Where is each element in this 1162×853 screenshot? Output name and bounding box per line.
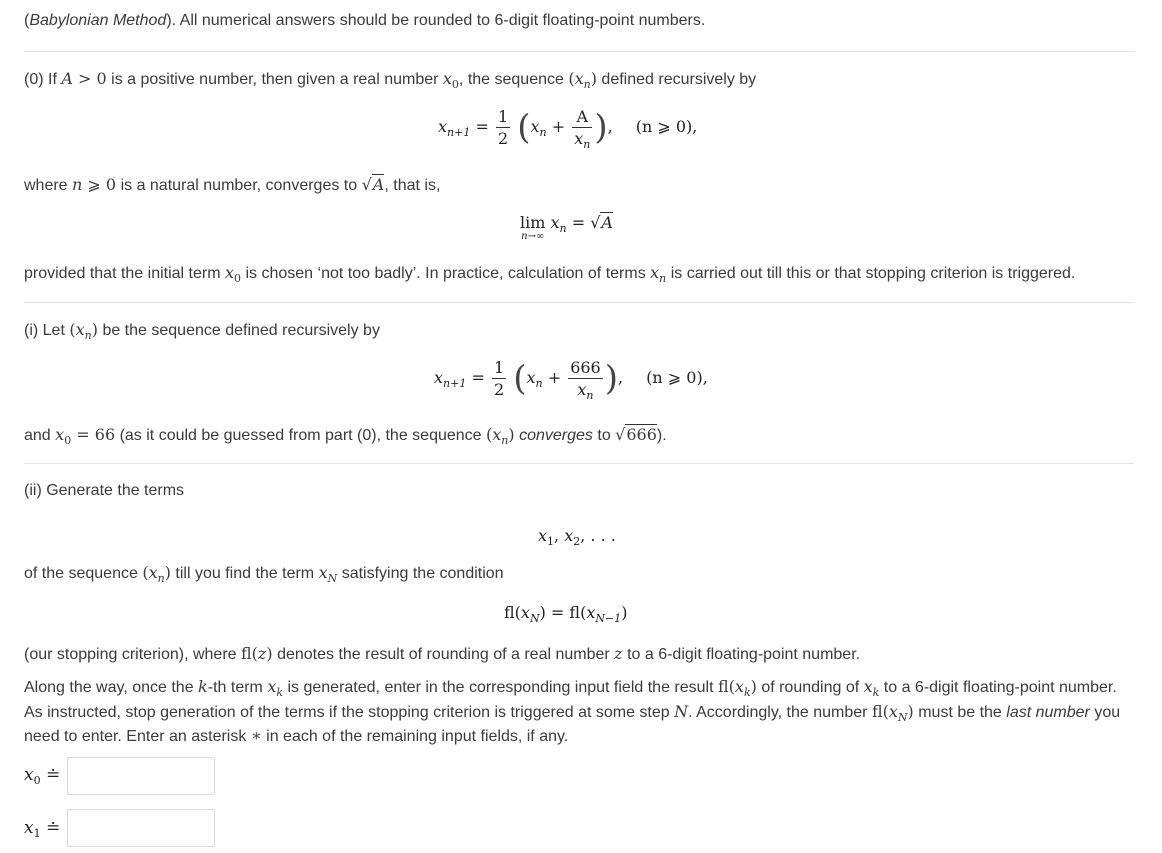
formula1-condition: (n ⩾ 0), — [646, 368, 708, 387]
recurrence-formula-1: $x_{n+1}$ = $\frac{1}{2}$ ($x_n$ + $\frac{666}{x_n}$ ), (n ⩾ 0), — [434, 358, 708, 402]
part0-where: where n ⩾ 0 is a natural number, converges to √A, that is, — [24, 175, 441, 194]
formula0-condition: (n ⩾ 0), — [635, 117, 698, 136]
part2-as: As instructed, stop generation of the terms if the stopping criterion is triggered at some step N. Accordingly, the number $fl(x_N)$ must be the last number you — [24, 702, 1121, 724]
recurrence-formula-0: $x_{n+1}$ = $\frac{1}{2}$ ($x_n$ + $\frac{A}{x_n}$ ), (n ⩾ 0), — [438, 107, 698, 151]
part1-statement: (i) Let $(x_n)$ be the sequence defined recursively by — [24, 320, 380, 342]
terms-list: $x_1$, $x_2$, . . . — [538, 526, 616, 548]
part2-stop: (our stopping criterion), where fl(z) denotes the result of rounding of a real number z to a 6-digit floating-point number. — [24, 644, 861, 663]
divider — [24, 463, 1134, 464]
part0-label: (0) — [24, 71, 44, 88]
part0-text1: is a positive number, then given a real number — [111, 71, 439, 88]
part1-and: and $x_0 = 66$ (as it could be guessed from part (0), the sequence $(x_n)$ converges to √666). — [24, 425, 667, 447]
x0-symbol: $x_0$ — [442, 69, 459, 91]
intro-line: (Babylonian Method). All numerical answers should be rounded to 6-digit floating-point numbers. — [24, 12, 706, 29]
x0-input[interactable] — [67, 757, 215, 795]
part2-text: of the sequence $(x_n)$ till you find the term $x_N$ satisfying the condition — [24, 563, 504, 585]
x1-label: $x_1$ ≐ — [24, 818, 61, 840]
x1-input[interactable] — [67, 809, 215, 847]
method-name: Babylonian Method — [29, 12, 167, 29]
divider — [24, 302, 1134, 303]
limit-formula: lim n→∞ $x_n = √A$ — [520, 213, 613, 242]
part0-text3: defined recursively by — [601, 71, 757, 88]
part2-along: Along the way, once the k-th term $x_k$ is generated, enter in the corresponding input field the result $fl(x_k)$ of rounding of $x_k$ to a 6-digit floating-point number. — [24, 677, 1117, 699]
x0-label: $x_0$ ≐ — [24, 765, 61, 787]
divider — [24, 51, 1134, 52]
intro-rest: ). All numerical answers should be rounded to 6-digit floating-point numbers. — [166, 12, 706, 29]
part0-text2: , the sequence — [458, 71, 564, 88]
part0-statement: (0) If A > 0 is a positive number, then given a real number $x_0$, the sequence $(x_n)$ defined recursively by — [24, 69, 757, 91]
part2-label: (ii) Generate the terms — [24, 482, 185, 499]
part2-need: need to enter. Enter an asterisk ∗ in each of the remaining input fields, if any. — [24, 726, 569, 745]
stopping-condition: $fl(x_N) = fl(x_{N-1})$ — [504, 603, 628, 625]
part0-provided: provided that the initial term $x_0$ is chosen ‘not too badly’. In practice, calculation of terms $x_n$ is carried out till this or that stopping criterion is triggered. — [24, 263, 1076, 285]
cond-A: A — [61, 69, 73, 88]
part0-if: If — [48, 71, 57, 88]
